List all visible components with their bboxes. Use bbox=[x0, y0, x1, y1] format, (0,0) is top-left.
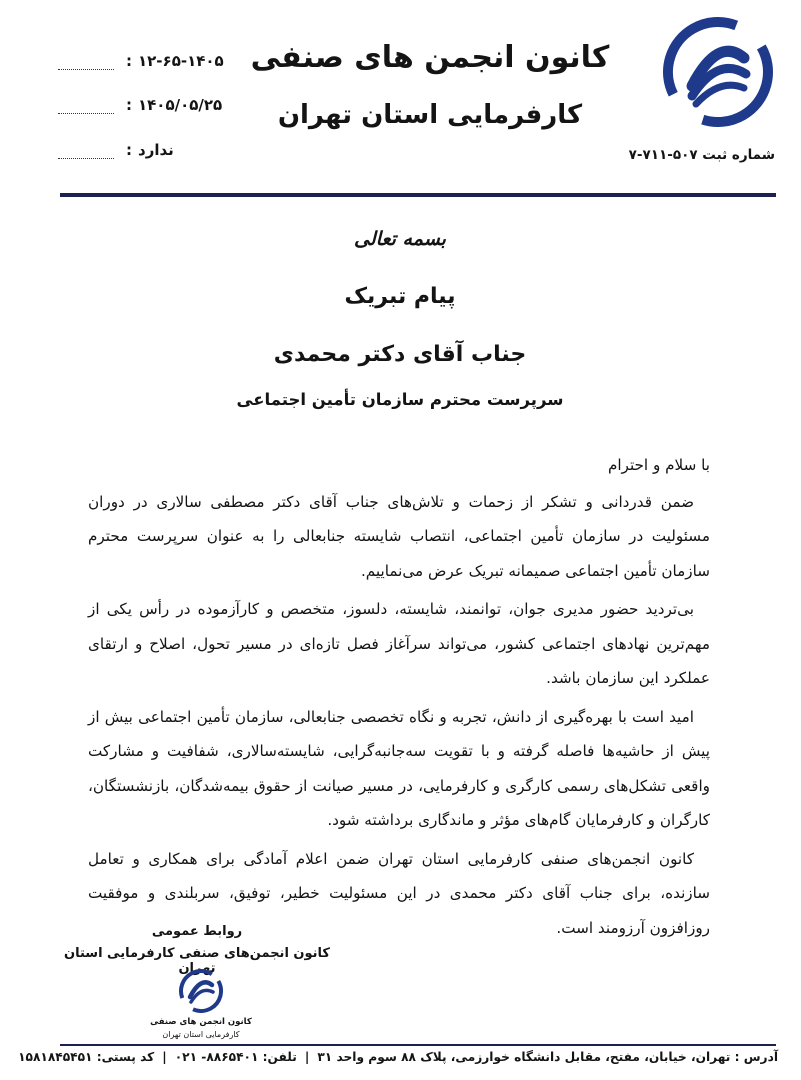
letter-title: پیام تبریک bbox=[344, 284, 456, 309]
dotted-leader bbox=[58, 144, 114, 159]
footer-separator: | bbox=[304, 1050, 310, 1064]
footer-postal-code: کد پستی: ۱۵۸۱۸۴۵۴۵۱ bbox=[18, 1050, 155, 1064]
recipient-position: سرپرست محترم سازمان تأمین اجتماعی bbox=[236, 390, 564, 409]
header-divider bbox=[60, 193, 776, 197]
attachment-row bbox=[58, 135, 308, 159]
footer-separator: | bbox=[162, 1050, 167, 1064]
signature-org: کانون انجمن‌های صنفی کارفرمایی استان تهران bbox=[64, 946, 330, 976]
stamp-line-2: کارفرمایی استان تهران bbox=[162, 1030, 240, 1039]
letter-number: ۱۲-۶۵-۱۴۰۵ bbox=[138, 52, 224, 70]
org-logo-icon bbox=[662, 16, 774, 128]
org-subtitle: کارفرمایی استان تهران bbox=[277, 100, 583, 130]
stamp-logo-icon bbox=[178, 968, 224, 1014]
dotted-leader bbox=[58, 99, 114, 114]
letter-date-row bbox=[58, 90, 308, 114]
org-name: کانون انجمن های صنفی bbox=[250, 40, 610, 75]
footer bbox=[18, 1050, 778, 1064]
letter-body bbox=[88, 448, 710, 949]
greeting: با سلام و احترام bbox=[607, 456, 710, 474]
paragraph-1: ضمن قدردانی و تشکر از زحمات و تلاش‌های جناب آقای دکتر مصطفی سالاری در دوران مسئولیت در سازمان تأمین اجتماعی، انتصاب شایسته جنابعالی را به عنوان سرپرست محترم سازمان تأمین اجتماعی صمیمانه تبریک عرض می‌نماییم. bbox=[88, 492, 710, 580]
signature-title: روابط عمومی bbox=[151, 924, 243, 939]
attachment-value: ندارد bbox=[138, 141, 174, 159]
footer-divider bbox=[60, 1044, 776, 1046]
dotted-leader bbox=[58, 55, 114, 70]
basmala: بسمه تعالی bbox=[354, 228, 446, 250]
paragraph-4: کانون انجمن‌های صنفی کارفرمایی استان تهران ضمن اعلام آمادگی برای همکاری و تعامل سازنده، برای جناب آقای دکتر محمدی در این مسئولیت خطیر، توفیق، سربلندی و موفقیت روزافزون آرزومند است. bbox=[88, 849, 710, 937]
footer-address: آدرس : تهران، خیابان، مفتح، مقابل دانشگاه خوارزمی، پلاک ۸۸ سوم واحد ۳۱ bbox=[317, 1050, 778, 1064]
meta-colon: : bbox=[126, 141, 132, 159]
paragraph-3: امید است با بهره‌گیری از دانش، تجربه و نگاه تخصصی جنابعالی، سازمان تأمین اجتماعی بیش از پیش از حاشیه‌ها فاصله گرفته و با تقویت سه‌جانبه‌گرایی، شایسته‌سالاری، شفافیت و مشارکت واقعی تشکل‌های رسمی کارگری و کارفرمایی، در مسیر صیانت از حقوق بیمه‌شدگان، بازنشستگان، کارگران و کارفرمایان گام‌های مؤثر و ماندگاری برداشته شود. bbox=[88, 707, 710, 829]
recipient-name: جناب آقای دکتر محمدی bbox=[273, 342, 527, 367]
registration-number: شماره ثبت ۵۰۷-۷۱۱-۷ bbox=[628, 147, 775, 163]
paragraph-2: بی‌تردید حضور مدیری جوان، توانمند، شایسته، دلسوز، متخصص و کارآزموده در رأس یکی از مهم‌ترین نهادهای اجتماعی کشور، می‌تواند سرآغاز فصل تازه‌ای در مسیر تحول، اصلاح و ارتقای عملکرد این سازمان باشد. bbox=[88, 600, 710, 687]
stamp-line-1: کانون انجمن های صنفی bbox=[150, 1017, 252, 1027]
meta-colon: : bbox=[126, 96, 132, 114]
letter-date: ۱۴۰۵/۰۵/۲۵ bbox=[138, 96, 223, 114]
footer-phone: تلفن: ۸۸۶۵۴۰۱- ۰۲۱ bbox=[174, 1050, 297, 1064]
meta-colon: : bbox=[126, 52, 132, 70]
letter-number-row bbox=[58, 46, 308, 70]
